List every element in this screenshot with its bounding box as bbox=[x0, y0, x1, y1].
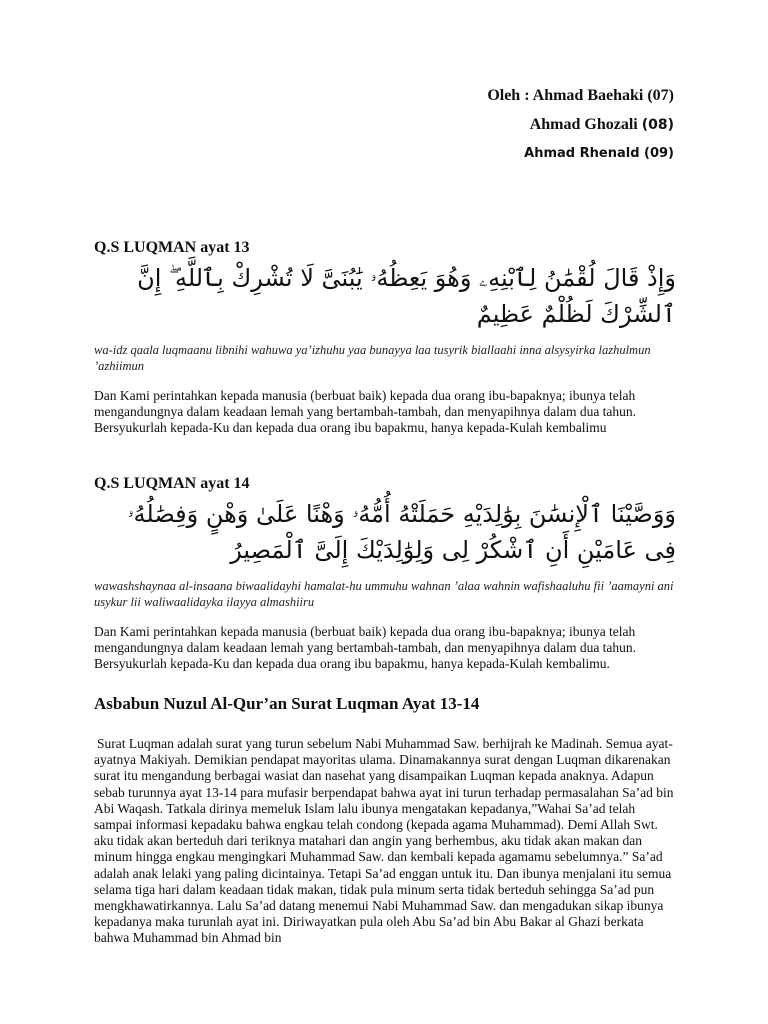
section-heading-ayat-14: Q.S LUQMAN ayat 14 bbox=[94, 475, 250, 492]
translation-14: Dan Kami perintahkan kepada manusia (berbuat baik) kepada dua orang ibu-bapaknya; ibunya telah mengandungnya dalam keadaan lemah yang bertambah-tambah, dan menyapihnya dalam dua tahun. Bersyukurlah kepada-Ku dan kepada dua orang ibu bapakmu, hanya kepada-Kulah kembalimu. bbox=[94, 624, 637, 671]
document-content bbox=[94, 238, 676, 947]
section-heading-ayat-13: Q.S LUQMAN ayat 13 bbox=[94, 239, 250, 256]
author-line-1: Oleh : Ahmad Baehaki (07) bbox=[487, 87, 674, 104]
section-ayat-13 bbox=[94, 238, 676, 436]
arabic-verse-14: وَوَصَّيْنَا ٱلْإِنسَٰنَ بِوَٰلِدَيْهِ حَمَلَتْهُ أُمُّهُۥ وَهْنًا عَلَىٰ وَهْنٍ وَفِصَٰلُهُۥ فِى عَامَيْنِ أَنِ ٱشْكُرْ لِى وَلِوَٰلِدَيْكَ إِلَىَّ ٱلْمَصِيرُ bbox=[127, 500, 676, 564]
transliteration-13: wa-idz qaala luqmaanu libnihi wahuwa ya’izhuhu yaa bunayya laa tusyrik biallaahi inna alsysyirka lazhulmun ’azhiimun bbox=[94, 343, 651, 373]
asbabun-nuzul-body: Surat Luqman adalah surat yang turun sebelum Nabi Muhammad Saw. berhijrah ke Madinah. Semua ayat-ayatnya Makiyah. Demikian pendapat mayoritas ulama. Dinamakannya surat dengan Luqman dikarenakan surat itu mengandung berbagai wasiat dan nasehat yang disampaikan Luqman kepada anaknya. Adapun sebab turunnya ayat 13-14 para mufasir berpendapat bahwa ayat ini turun terhadap permasalahan Sa’ad bin Abi Waqash. Tatkala dirinya memeluk Islam lalu ibunya mengatakan kepadanya,”Wahai Sa’ad telah sampai informasi kepadaku bahwa engkau telah condong (kepada agama Muhammad). Demi Allah Swt. aku tidak akan berteduh dari teriknya matahari dan angin yang berhembus, aku tidak akan makan dan minum hingga engkau mengingkari Muhammad Saw. dan kembali kepada agamamu sebelumnya.” Sa’ad adalah anak lelaki yang paling dicintainya. Tetapi Sa’ad enggan untuk itu. Dan ibunya menjalani itu semua selama tiga hari dalam keadaan tidak makan, tidak pula minum serta tidak berteduh sehingga Sa’ad pun mengkhawatirkannya. Lalu Sa’ad datang menemui Nabi Muhammad Saw. dan mengadukan sikap ibunya kepadanya maka turunlah ayat ini. Diriwayatkan pula oleh Abu Sa’ad bin Abu Bakar al Ghazi berkata bahwa Muhammad bin Ahmad bin bbox=[94, 736, 674, 946]
section-heading-asbabun-nuzul: Asbabun Nuzul Al-Qur’an Surat Luqman Ayat 13-14 bbox=[94, 694, 480, 713]
section-ayat-14 bbox=[94, 474, 676, 672]
author-2-number: (08) bbox=[641, 117, 674, 133]
author-line-3: Ahmad Rhenald (09) bbox=[524, 146, 674, 161]
author-line-2 bbox=[487, 115, 674, 135]
translation-13: Dan Kami perintahkan kepada manusia (berbuat baik) kepada dua orang ibu-bapaknya; ibunya telah mengandungnya dalam keadaan lemah yang bertambah-tambah, dan menyapihnya dalam dua tahun. Bersyukurlah kepada-Ku dan kepada dua orang ibu bapakmu, hanya kepada-Kulah kembalimu bbox=[94, 388, 637, 435]
arabic-verse-13: وَإِذْ قَالَ لُقْمَٰنُ لِٱبْنِهِۦ وَهُوَ يَعِظُهُۥ يَٰبُنَىَّ لَا تُشْرِكْ بِٱللَّهِ ۖ إِنَّ ٱلشِّرْكَ لَظُلْمٌ عَظِيمٌ bbox=[137, 264, 676, 328]
section-asbabun-nuzul bbox=[94, 694, 676, 947]
author-block bbox=[487, 86, 674, 173]
transliteration-14: wawashshaynaa al-insaana biwaalidayhi hamalat-hu ummuhu wahnan ’alaa wahnin wafishaaluhu fii ’aamayni ani usykur lii waliwaalidayka ilayya almashiiru bbox=[94, 579, 674, 609]
author-2-name: Ahmad Ghozali bbox=[529, 116, 638, 133]
